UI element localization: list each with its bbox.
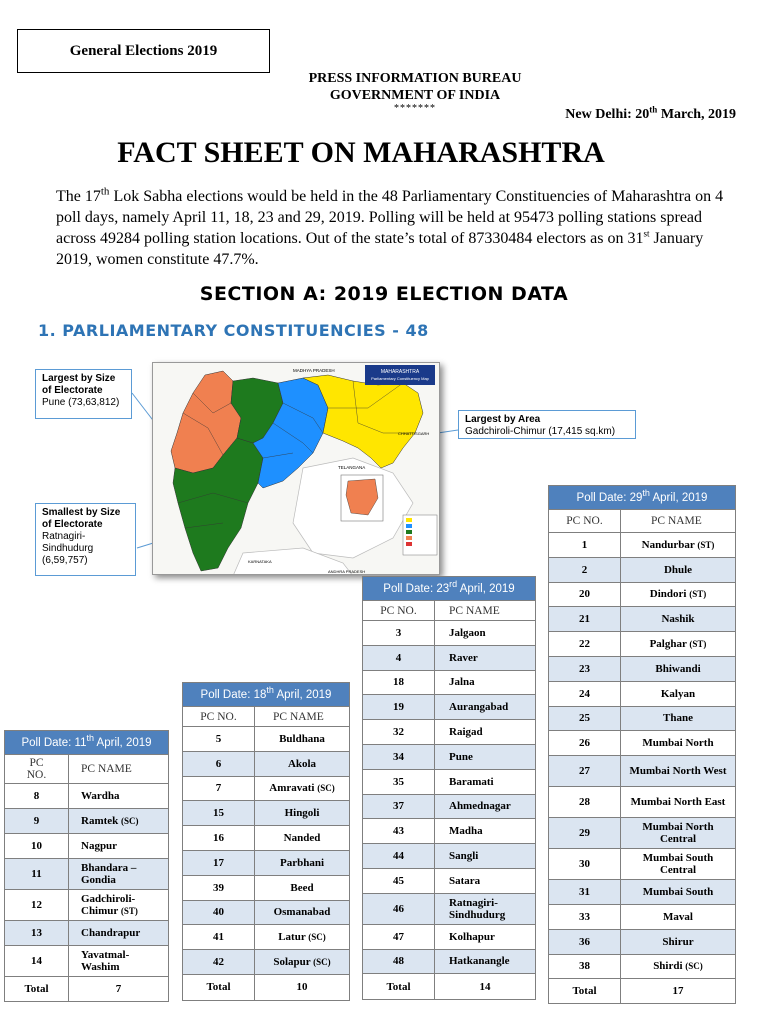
callout-smallest-electorate-title: Smallest by Size of Electorate	[42, 507, 121, 530]
pc-name: Beed	[290, 881, 314, 894]
col-pc-name: PC NAME	[69, 755, 169, 784]
callout-largest-area-title: Largest by Area	[465, 414, 541, 425]
pc-name-cell	[621, 582, 736, 607]
pc-name: Wardha	[81, 790, 120, 802]
pc-name: Buldhana	[279, 732, 325, 745]
poll-table-18-april	[182, 682, 350, 1001]
pc-number: 21	[549, 607, 621, 632]
pc-name: Baramati	[449, 775, 494, 788]
map-label-telangana: TELANGANA	[338, 465, 366, 470]
pc-name-cell	[621, 954, 736, 979]
pc-name-cell	[435, 794, 536, 819]
pc-name: Thane	[663, 712, 693, 725]
pc-number: 4	[363, 645, 435, 670]
pc-name: Maval	[663, 910, 693, 923]
map-label-karnataka: KARNATAKA	[248, 559, 272, 564]
pc-name-cell	[69, 834, 169, 859]
col-pc-no: PC NO.	[363, 601, 435, 621]
pc-name-cell	[621, 706, 736, 731]
pc-number: 44	[363, 844, 435, 869]
pc-number: 34	[363, 744, 435, 769]
pc-name: Mumbai South	[642, 886, 714, 899]
pc-name-cell	[621, 557, 736, 582]
callout-smallest-electorate-text: Ratnagiri-Sindhudurg (6,59,757)	[42, 531, 94, 566]
total-row	[183, 974, 350, 1000]
intro-sup-2: st	[643, 228, 650, 239]
table-row	[549, 656, 736, 681]
election-label: General Elections 2019	[69, 42, 218, 59]
reservation-tag: (SC)	[685, 961, 703, 972]
pc-name: Madha	[449, 825, 483, 838]
pc-name-cell	[621, 656, 736, 681]
table-row	[363, 844, 536, 869]
pc-name-cell	[255, 850, 350, 875]
col-pc-name: PC NAME	[435, 601, 536, 621]
pc-name-cell	[435, 868, 536, 893]
pc-number: 23	[549, 656, 621, 681]
table-row	[5, 834, 169, 859]
pc-number: 8	[5, 784, 69, 809]
table-row	[549, 880, 736, 905]
pc-name: Shirur	[662, 935, 694, 948]
pc-name-cell	[435, 893, 536, 924]
pc-name: Ramtek	[81, 815, 119, 827]
total-row	[363, 974, 536, 1000]
pc-name: Ahmednagar	[449, 800, 511, 813]
pc-number: 16	[183, 826, 255, 851]
pc-number: 33	[549, 904, 621, 929]
pc-name: Akola	[287, 757, 317, 770]
pc-number: 38	[549, 954, 621, 979]
pc-name-cell	[621, 681, 736, 706]
pc-name-cell	[435, 621, 536, 646]
pc-name: Raigad	[449, 726, 483, 739]
pc-number: 19	[363, 695, 435, 720]
table-row	[5, 921, 169, 946]
intro-part-3: January 2019, women constitute 47.7%.	[56, 230, 704, 268]
pc-name-cell	[435, 645, 536, 670]
pc-name: Raver	[449, 651, 478, 664]
intro-part-2: Lok Sabha elections would be held in the 48 Parliamentary Constituencies of Maharashtra on 4 poll days, namely April 11, 18, 23 and 29, 2019. Polling will be held at 95473 polling stations spread across 49284 polling station locations. Out of the state’s total of 87330484 electors as on 31	[56, 188, 724, 247]
pc-name-cell	[621, 533, 736, 558]
reservation-tag: (ST)	[120, 906, 138, 916]
pc-number: 15	[183, 801, 255, 826]
reservation-tag: (ST)	[689, 589, 707, 600]
poll-table-23-april	[362, 576, 536, 1000]
pc-number: 27	[549, 756, 621, 787]
pc-name-cell	[621, 880, 736, 905]
page-title: FACT SHEET ON MAHARASHTRA	[117, 136, 605, 169]
pc-name-cell	[435, 924, 536, 949]
pc-name-cell	[435, 949, 536, 974]
pc-number: 22	[549, 632, 621, 657]
pc-number: 30	[549, 849, 621, 880]
pc-number: 5	[183, 727, 255, 752]
table-row	[5, 784, 169, 809]
pc-number: 39	[183, 875, 255, 900]
table-row	[183, 900, 350, 925]
table-row	[363, 621, 536, 646]
table-row	[183, 727, 350, 752]
pc-name: Mumbai North	[642, 737, 714, 750]
pc-name-cell	[621, 849, 736, 880]
pc-name-cell	[435, 670, 536, 695]
pc-name-cell	[435, 844, 536, 869]
table-row	[363, 670, 536, 695]
table-row	[363, 744, 536, 769]
pc-number: 2	[549, 557, 621, 582]
table-row	[549, 756, 736, 787]
pc-name: Amravati	[269, 782, 315, 795]
pc-name: Dhule	[663, 563, 693, 576]
reservation-tag: (ST)	[689, 639, 707, 650]
date-sup: th	[649, 104, 658, 115]
table-row	[549, 557, 736, 582]
pc-name: Mumbai North East	[630, 796, 726, 809]
callout-largest-electorate-title: Largest by Size of Electorate	[42, 373, 116, 396]
table-row	[549, 849, 736, 880]
table-header: Poll Date: 11th April, 2019	[5, 731, 169, 755]
table-row	[549, 681, 736, 706]
pc-number: 43	[363, 819, 435, 844]
pc-name: Hingoli	[284, 807, 320, 820]
pc-name-cell	[621, 787, 736, 818]
table-row	[363, 924, 536, 949]
maharashtra-map-graphic	[153, 363, 440, 575]
col-pc-name: PC NAME	[255, 707, 350, 727]
table-row	[549, 607, 736, 632]
pc-name: Mumbai North West	[629, 765, 727, 778]
pc-name-cell	[69, 809, 169, 834]
pc-number: 7	[183, 776, 255, 801]
pc-name: Bhiwandi	[655, 662, 701, 675]
pc-name: Nagpur	[81, 840, 118, 852]
table-row	[5, 809, 169, 834]
pc-name-cell	[255, 826, 350, 851]
map-legend-sub: Parliamentary Constituency Map	[371, 376, 429, 381]
pc-name-cell	[621, 904, 736, 929]
pc-number: 31	[549, 880, 621, 905]
pc-name-cell	[69, 859, 169, 890]
table-row	[549, 904, 736, 929]
pc-number: 12	[5, 890, 69, 921]
table-row	[183, 826, 350, 851]
poll-table-11-april	[4, 730, 169, 1002]
table-row	[183, 925, 350, 950]
pc-name: Dindori	[649, 588, 687, 601]
total-row	[5, 977, 169, 1002]
pc-name-cell	[621, 731, 736, 756]
bureau-line-1: PRESS INFORMATION BUREAU	[308, 71, 522, 86]
pc-name: Jalgaon	[449, 626, 486, 639]
pc-number: 11	[5, 859, 69, 890]
pc-name: Kolhapur	[449, 930, 495, 943]
table-row	[363, 868, 536, 893]
pc-name: Kalyan	[660, 687, 696, 700]
table-row	[549, 731, 736, 756]
pc-name-cell	[255, 875, 350, 900]
total-row	[549, 979, 736, 1004]
total-label: Total	[5, 977, 69, 1002]
table-row	[183, 776, 350, 801]
table-header: Poll Date: 23rd April, 2019	[363, 577, 536, 601]
pc-number: 13	[5, 921, 69, 946]
pc-name-cell	[255, 900, 350, 925]
pc-name-cell	[621, 607, 736, 632]
total-value: 17	[621, 979, 736, 1004]
date-suffix: March, 2019	[657, 107, 736, 122]
pc-name-cell	[255, 727, 350, 752]
total-label: Total	[183, 974, 255, 1000]
table-row	[5, 946, 169, 977]
pc-name-cell	[69, 921, 169, 946]
pc-name-cell	[435, 744, 536, 769]
pc-number: 48	[363, 949, 435, 974]
section-a-heading: SECTION A: 2019 ELECTION DATA	[199, 283, 569, 305]
pc-name: Yavatmal-Washim	[81, 949, 130, 973]
pc-number: 10	[5, 834, 69, 859]
table-row	[549, 787, 736, 818]
table-row	[183, 875, 350, 900]
pc-name: Palghar	[649, 638, 687, 651]
pc-number: 9	[5, 809, 69, 834]
pc-name: Pune	[449, 750, 473, 763]
table-row	[549, 533, 736, 558]
pc-name: Chandrapur	[81, 927, 141, 939]
reservation-tag: (SC)	[317, 783, 335, 794]
pc-name-cell	[621, 929, 736, 954]
map-label-north: MADHYA PRADESH	[293, 368, 335, 373]
table-header: Poll Date: 18th April, 2019	[183, 683, 350, 707]
table-row	[363, 819, 536, 844]
total-label: Total	[363, 974, 435, 1000]
table-row	[183, 950, 350, 975]
pc-name: Mumbai North Central	[642, 821, 714, 846]
pc-name-cell	[255, 925, 350, 950]
table-row	[183, 801, 350, 826]
pc-number: 35	[363, 769, 435, 794]
pc-name-cell	[435, 695, 536, 720]
table-row	[363, 769, 536, 794]
stars-divider: *******	[394, 103, 436, 114]
pc-number: 20	[549, 582, 621, 607]
table-row	[183, 751, 350, 776]
col-pc-no: PC NO.	[183, 707, 255, 727]
col-pc-no: PC NO.	[549, 510, 621, 533]
pc-name-cell	[435, 720, 536, 745]
pc-number: 1	[549, 533, 621, 558]
pc-name-cell	[621, 632, 736, 657]
col-pc-no: PC NO.	[5, 755, 69, 784]
reservation-tag: (ST)	[697, 539, 715, 550]
pc-name: Parbhani	[279, 856, 324, 869]
pc-name: Mumbai South Central	[642, 852, 714, 877]
pc-number: 14	[5, 946, 69, 977]
col-pc-name: PC NAME	[621, 510, 736, 533]
pc-number: 37	[363, 794, 435, 819]
pc-number: 45	[363, 868, 435, 893]
reservation-tag: (SC)	[121, 816, 139, 826]
pc-number: 41	[183, 925, 255, 950]
pc-name-cell	[621, 756, 736, 787]
pc-name: Osmanabad	[273, 906, 331, 919]
table-row	[363, 794, 536, 819]
pc-number: 6	[183, 751, 255, 776]
pc-name-cell	[255, 801, 350, 826]
table-row	[549, 954, 736, 979]
pc-name: Nashik	[661, 613, 695, 626]
bureau-line-2: GOVERNMENT OF INDIA	[329, 88, 501, 103]
pc-name: Gadchiroli-Chimur	[81, 893, 136, 917]
pc-name-cell	[435, 769, 536, 794]
table-row	[363, 893, 536, 924]
pc-number: 47	[363, 924, 435, 949]
pc-name: Jalna	[449, 676, 475, 689]
table-row	[363, 645, 536, 670]
pc-name-cell	[255, 751, 350, 776]
pc-name-cell	[69, 784, 169, 809]
pc-name: Satara	[449, 874, 481, 887]
pc-name: Aurangabad	[449, 701, 509, 714]
table-row	[549, 582, 736, 607]
pc-name: Sangli	[449, 850, 479, 863]
pc-name: Nanded	[283, 832, 321, 845]
pc-number: 18	[363, 670, 435, 695]
table-row	[363, 695, 536, 720]
table-row	[5, 890, 169, 921]
pc-number: 28	[549, 787, 621, 818]
total-value: 7	[69, 977, 169, 1002]
map-label-east: CHHATTISGARH	[398, 431, 430, 436]
pc-name: Ratnagiri-Sindhudurg	[449, 896, 506, 921]
pc-number: 42	[183, 950, 255, 975]
table-row	[549, 632, 736, 657]
table-row	[549, 706, 736, 731]
total-value: 10	[255, 974, 350, 1000]
pc-number: 40	[183, 900, 255, 925]
pc-name: Nandurbar	[641, 538, 695, 551]
intro-part-1: The 17	[56, 188, 101, 205]
pc-number: 36	[549, 929, 621, 954]
pc-name: Bhandara – Gondia	[81, 862, 137, 886]
reservation-tag: (SC)	[313, 957, 331, 968]
table-row	[5, 859, 169, 890]
pc-name: Shirdi	[653, 960, 683, 973]
table-row	[549, 818, 736, 849]
pc-name-cell	[435, 819, 536, 844]
pc-name-cell	[69, 890, 169, 921]
pc-heading: 1. PARLIAMENTARY CONSTITUENCIES - 48	[38, 321, 429, 340]
pc-number: 24	[549, 681, 621, 706]
callout-largest-area-text: Gadchiroli-Chimur (17,415 sq.km)	[465, 426, 616, 437]
pc-name-cell	[255, 950, 350, 975]
pc-number: 17	[183, 850, 255, 875]
pc-number: 26	[549, 731, 621, 756]
poll-table-29-april	[548, 485, 736, 1004]
table-header: Poll Date: 29th April, 2019	[549, 486, 736, 510]
table-row	[363, 949, 536, 974]
pc-number: 29	[549, 818, 621, 849]
pc-name-cell	[621, 818, 736, 849]
total-label: Total	[549, 979, 621, 1004]
callout-largest-electorate-text: Pune (73,63,812)	[42, 397, 120, 408]
map-legend-title: MAHARASHTRA	[380, 369, 420, 375]
constituency-map	[152, 362, 440, 575]
reservation-tag: (SC)	[308, 932, 326, 943]
table-row	[363, 720, 536, 745]
table-row	[183, 850, 350, 875]
intro-sup-1: th	[100, 185, 110, 198]
date-prefix: New Delhi: 20	[565, 107, 650, 122]
pc-number: 3	[363, 621, 435, 646]
map-label-andhra: ANDHRA PRADESH	[328, 569, 366, 574]
pc-number: 46	[363, 893, 435, 924]
pc-name-cell	[69, 946, 169, 977]
total-value: 14	[435, 974, 536, 1000]
table-row	[549, 929, 736, 954]
pc-number: 25	[549, 706, 621, 731]
pc-name: Solapur	[273, 956, 311, 969]
pc-number: 32	[363, 720, 435, 745]
pc-name: Latur	[278, 931, 306, 944]
pc-name-cell	[255, 776, 350, 801]
pc-name: Hatkanangle	[449, 955, 510, 968]
